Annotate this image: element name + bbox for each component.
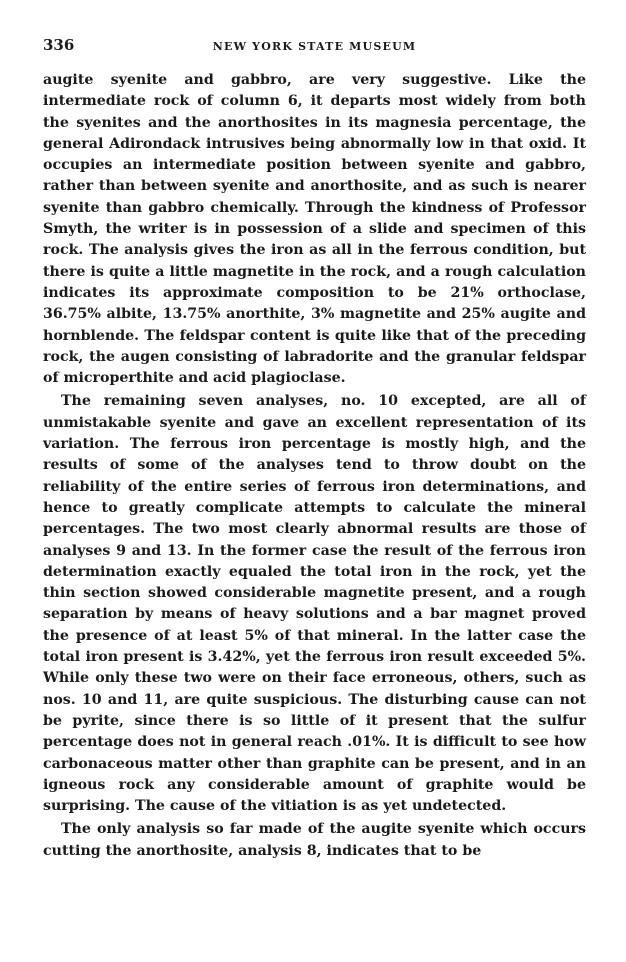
paragraph-2: The remaining seven analyses, no. 10 excepted, are all of unmistakable syenite and gave an excellent representation of its variation. The ferrous iron percentage is mostly high, and the results of some of the analyses tend to throw doubt on the reliability of the entire series of ferrous iron determinations, and hence to greatly complicate attempts to calculate the mineral percentages. The two most clearly abnormal results are those of analyses 9 and 13. In the former case the result of the ferrous iron determination exactly equaled the total iron in the rock, yet the thin section showed considerable magnetite present, and a rough separation by means of heavy solutions and a bar magnet proved the presence of at least 5% of that mineral. In the latter case the total iron present is 3.42%, yet the ferrous iron result exceeded 5%. While only these two were on their face erroneous, others, such as nos. 10 and 11, are quite suspicious. The disturbing cause can not be pyrite, since there is so little of it present that the sulfur percentage does not in general reach .01%. It is difficult to see how carbonaceous matter other than graphite can be present, and in an igneous rock any considerable amount of graphite would be surprising. The cause of the vitiation is as yet undetected. (43, 393, 586, 815)
page-number: 336 (43, 36, 75, 54)
body-text (43, 70, 586, 862)
page-header (43, 36, 586, 58)
running-head: NEW YORK STATE MUSEUM (212, 40, 417, 53)
paragraph-3: The only analysis so far made of the augite syenite which occurs cutting the anorthosite, analysis 8, indicates that to be (43, 821, 586, 859)
paragraph-1: augite syenite and gabbro, are very suggestive. Like the intermediate rock of column 6, it departs most widely from both the syenites and the anorthosites in its magnesia percentage, the general Adirondack intrusives being abnormally low in that oxid. It occupies an intermediate position between syenite and gabbro, rather than between syenite and anorthosite, and as such is nearer syenite than gabbro chemically. Through the kindness of Professor Smyth, the writer is in possession of a slide and specimen of this rock. The analysis gives the iron as all in the ferrous condition, but there is quite a little magnetite in the rock, and a rough calculation indicates its approximate composition to be 21% orthoclase, 36.75% albite, 13.75% anorthite, 3% magnetite and 25% augite and hornblende. The feldspar content is quite like that of the preceding rock, the augen consisting of labradorite and the granular feldspar of microperthite and acid plagioclase. (43, 72, 586, 387)
